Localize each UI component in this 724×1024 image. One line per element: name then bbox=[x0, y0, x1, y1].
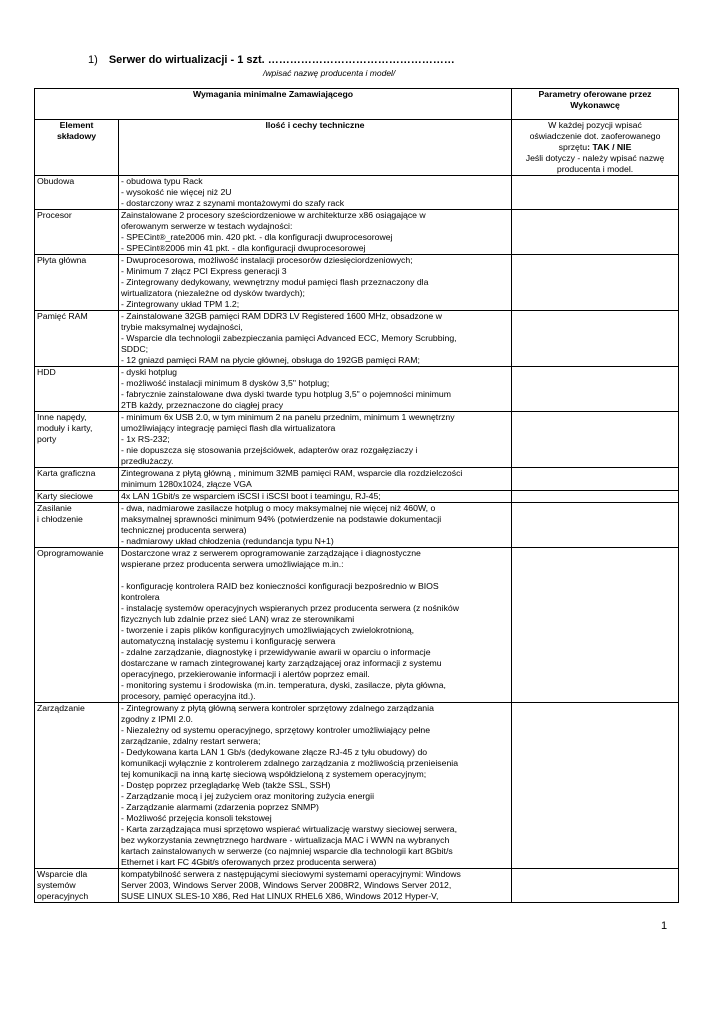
row-element-name: Płyta główna bbox=[35, 255, 119, 311]
producer-model-note: /wpisać nazwę producenta i model/ bbox=[263, 68, 396, 78]
row-specification: - obudowa typu Rack - wysokość nie więcej niż 2U - dostarczony wraz z szynami montażowymi do szafy rack bbox=[119, 176, 512, 210]
row-offered-value-cell[interactable] bbox=[512, 176, 679, 210]
header-quantity-features: Ilość i cechy techniczne bbox=[119, 120, 512, 176]
row-offered-value-cell[interactable] bbox=[512, 703, 679, 869]
table-row bbox=[35, 311, 679, 367]
table-row bbox=[35, 255, 679, 311]
table-row bbox=[35, 491, 679, 503]
row-specification: Dostarczone wraz z serwerem oprogramowanie zarządzające i diagnostyczne wspierane przez producenta serwera umożliwiające m.in.: - konfigurację kontrolera RAID bez konieczności konfiguracji bezpośrednio w BIOS kontrolera - instalację systemów operacyjnych wspieranych przez producenta serwera (z nośników fizycznych lub zdalnie przez sieć LAN) wraz ze sterownikami - tworzenie i zapis plików konfiguracyjnych umożliwiających zwielokrotnioną, automatyczną instalację systemu i konfigurację serwera - zdalne zarządzanie, diagnostykę i przewidywanie awarii w oparciu o informacje dostarczane w ramach zintegrowanej karty zarządzającej oraz informacji z systemu operacyjnego, przekierowanie informacji i alertów poprzez email. - monitoring systemu i środowiska (m.in. temperatura, dyski, zasilacze, płyta główna, procesory, pamięć operacyjna itd.). bbox=[119, 548, 512, 703]
row-offered-value-cell[interactable] bbox=[512, 210, 679, 255]
row-element-name: Procesor bbox=[35, 210, 119, 255]
row-specification: - Zintegrowany z płytą główną serwera kontroler sprzętowy zdalnego zarządzania zgodny z IPMI 2.0. - Niezależny od systemu operacyjnego, sprzętowy kontroler umożliwiający pełne zarządzanie, zdalny restart serwera; - Dedykowana karta LAN 1 Gb/s (dedykowane złącze RJ-45 z tyłu obudowy) do komunikacji wyłącznie z kontrolerem zdalnego zarządzania z możliwością przenieisenia tej komunikacji na inną kartę sieciową współdzieloną z systemem operacyjnym; - Dostęp poprzez przeglądarkę Web (także SSL, SSH) - Zarządzanie mocą i jej zużyciem oraz monitoring zużycia energii - Zarządzanie alarmami (zdarzenia poprzez SNMP) - Możliwość przejęcia konsoli tekstowej - Karta zarządzająca musi sprzętowo wspierać wirtualizację warstwy sieciowej serwera, bez wykorzystania zewnętrznego hardware - wirtualizacja MAC i WWN na wybranych kartach zainstalowanych w serwerze (co najmniej wsparcie dla technologii kart 8Gbit/s Ethernet i kart FC 4Gbit/s oferowanych przez producenta serwera) bbox=[119, 703, 512, 869]
row-element-name: Pamięć RAM bbox=[35, 311, 119, 367]
row-specification: - dyski hotplug - możliwość instalacji minimum 8 dysków 3,5" hotplug; - fabrycznie zainstalowane dwa dyski twarde typu hotplug 3,5" o pojemności minimum 2TB każdy, przeznaczone do ciągłej pracy bbox=[119, 367, 512, 412]
row-offered-value-cell[interactable] bbox=[512, 468, 679, 491]
header-element: Element składowy bbox=[35, 120, 119, 176]
row-element-name: Obudowa bbox=[35, 176, 119, 210]
requirements-table bbox=[34, 88, 679, 903]
row-specification: kompatybilność serwera z następującymi sieciowymi systemami operacyjnymi: Windows Server 2003, Windows Server 2008, Windows Server 2008R2, Windows Server 2012, SUSE LINUX SLES-10 X86, Red Hat LINUX RHEL6 X86, Windows 2012 Hyper-V, bbox=[119, 869, 512, 903]
table-row bbox=[35, 367, 679, 412]
row-offered-value-cell[interactable] bbox=[512, 367, 679, 412]
table-row bbox=[35, 210, 679, 255]
row-specification: Zintegrowana z płytą główną , minimum 32MB pamięci RAM, wsparcie dla rozdzielczości minimum 1280x1024, złącze VGA bbox=[119, 468, 512, 491]
row-element-name: Oprogramowanie bbox=[35, 548, 119, 703]
row-offered-value-cell[interactable] bbox=[512, 503, 679, 548]
row-specification: Zainstalowane 2 procesory sześciordzeniowe w architekturze x86 osiągające w oferowanym serwerze w testach wydajności: - SPECint®_rate2006 min. 420 pkt. - dla konfiguracji dwuprocesorowej - SPECint®2006 min 41 pkt. - dla konfiguracji dwuprocesorowej bbox=[119, 210, 512, 255]
row-element-name: Karta graficzna bbox=[35, 468, 119, 491]
table-header-row bbox=[35, 89, 679, 120]
header-offered-params: Parametry oferowane przez Wykonawcę bbox=[512, 89, 679, 120]
row-element-name: Zasilanie i chłodzenie bbox=[35, 503, 119, 548]
row-specification: 4x LAN 1Gbit/s ze wsparciem iSCSI i iSCSI boot i teamingu, RJ-45; bbox=[119, 491, 512, 503]
row-element-name: Zarządzanie bbox=[35, 703, 119, 869]
row-offered-value-cell[interactable] bbox=[512, 491, 679, 503]
row-specification: - dwa, nadmiarowe zasilacze hotplug o mocy maksymalnej nie więcej niż 460W, o maksymalnej sprawności minimum 94% (potwierdzenie na podstawie dokumentacji technicznej producenta serwera) - nadmiarowy układ chłodzenia (redundancja typu N+1) bbox=[119, 503, 512, 548]
row-element-name: HDD bbox=[35, 367, 119, 412]
row-specification: - minimum 6x USB 2.0, w tym minimum 2 na panelu przednim, minimum 1 wewnętrzny umożliwiający integrację pamięci flash dla wirtualizatora - 1x RS-232; - nie dopuszcza się stosowania przejściówek, adapterów oraz rozgałęziaczy i przedłużaczy. bbox=[119, 412, 512, 468]
table-subheader-row bbox=[35, 120, 679, 176]
row-offered-value-cell[interactable] bbox=[512, 412, 679, 468]
row-element-name: Inne napędy, moduły i karty, porty bbox=[35, 412, 119, 468]
row-offered-value-cell[interactable] bbox=[512, 869, 679, 903]
row-element-name: Karty sieciowe bbox=[35, 491, 119, 503]
row-element-name: Wsparcie dla systemów operacyjnych bbox=[35, 869, 119, 903]
table-row bbox=[35, 503, 679, 548]
row-offered-value-cell[interactable] bbox=[512, 255, 679, 311]
header-instructions: W każdej pozycji wpisać oświadczenie dot. zaoferowanego sprzętu: TAK / NIE Jeśli dotyczy - należy wpisać nazwę producenta i model. bbox=[512, 120, 679, 176]
table-row bbox=[35, 176, 679, 210]
row-specification: - Dwuprocesorowa, możliwość instalacji procesorów dziesięciordzeniowych; - Minimum 7 złącz PCI Express generacji 3 - Zintegrowany dedykowany, wewnętrzny moduł pamięci flash przeznaczony dla wirtualizatora (niezależne od dysków twardych); - Zintegrowany układ TPM 1.2; bbox=[119, 255, 512, 311]
table-row bbox=[35, 703, 679, 869]
row-specification: - Zainstalowane 32GB pamięci RAM DDR3 LV Registered 1600 MHz, obsadzone w trybie maksymalnej wydajności, - Wsparcie dla technologii zabezpieczania pamięci Advanced ECC, Memory Scrubbing, SDDC; - 12 gniazd pamięci RAM na płycie głównej, obsługa do 192GB pamięci RAM; bbox=[119, 311, 512, 367]
page-number: 1 bbox=[661, 920, 668, 932]
header-requirements: Wymagania minimalne Zamawiającego bbox=[35, 89, 512, 120]
row-offered-value-cell[interactable] bbox=[512, 548, 679, 703]
table-row bbox=[35, 548, 679, 703]
table-row bbox=[35, 468, 679, 491]
section-heading bbox=[88, 54, 455, 66]
table-row bbox=[35, 412, 679, 468]
table-row bbox=[35, 869, 679, 903]
section-title: Serwer do wirtualizacji - 1 szt. …………………………………………… bbox=[108, 54, 455, 66]
row-offered-value-cell[interactable] bbox=[512, 311, 679, 367]
section-number: 1) bbox=[88, 54, 98, 66]
